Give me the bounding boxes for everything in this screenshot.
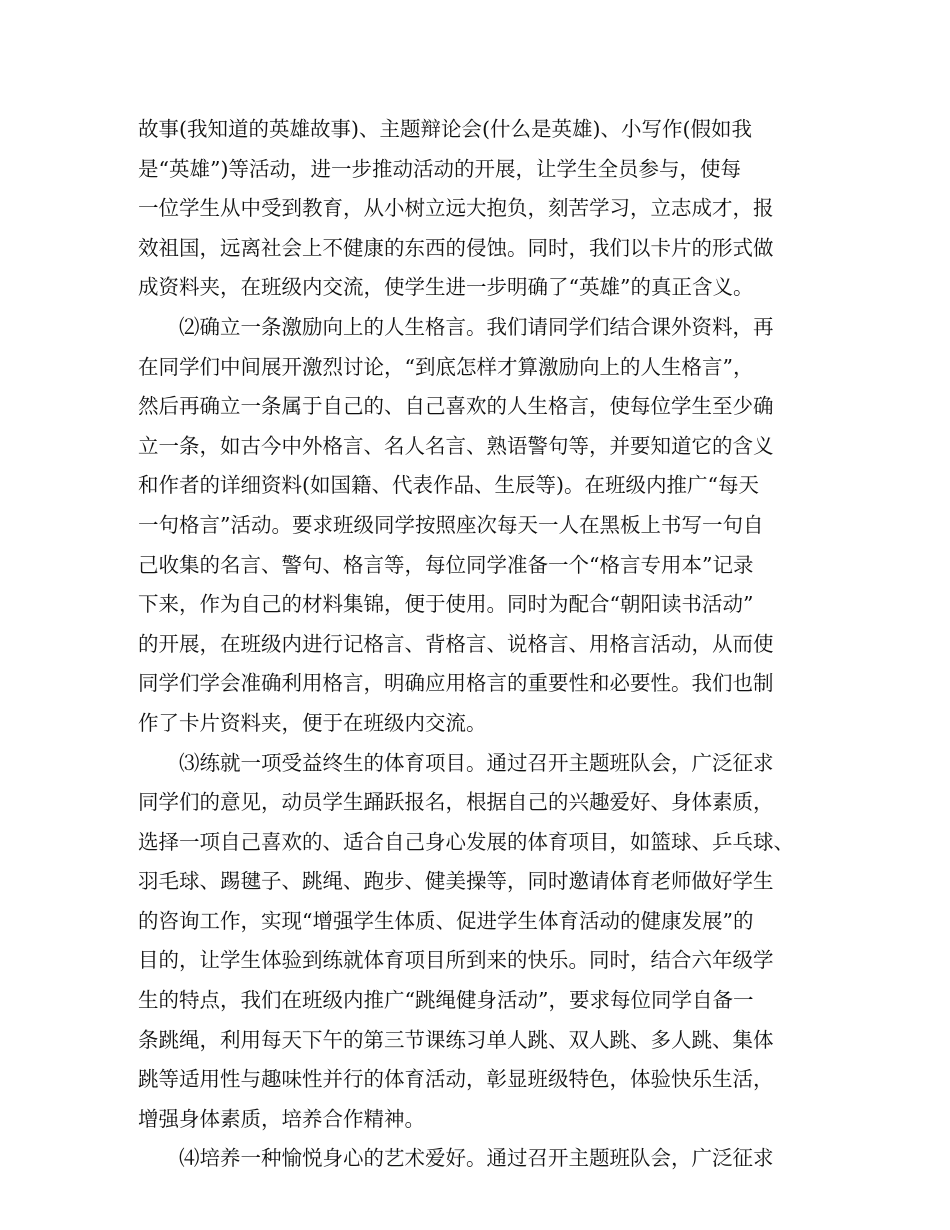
text-line: 然后再确立一条属于自己的、自己喜欢的人生格言，使每位学生至少确 — [138, 394, 774, 419]
text-line: 条跳绳，利用每天下午的第三节课练习单人跳、双人跳、多人跳、集体 — [138, 1027, 774, 1052]
text-line: 目的，让学生体验到练就体育项目所到来的快乐。同时，结合六年级学 — [138, 948, 774, 973]
text-line: 一位学生从中受到教育，从小树立远大抱负，刻苦学习，立志成才，报 — [138, 196, 774, 221]
text-line: 增强身体素质，培养合作精神。 — [138, 1106, 425, 1131]
text-line: 生的特点，我们在班级内推广“跳绳健身活动”，要求每位同学自备一 — [138, 988, 754, 1013]
text-line: 作了卡片资料夹，便于在班级内交流。 — [138, 710, 487, 735]
text-line: 下来，作为自己的材料集锦，便于使用。同时为配合“朝阳读书活动” — [138, 592, 754, 617]
text-line: 故事(我知道的英雄故事)、主题辩论会(什么是英雄)、小写作(假如我 — [138, 117, 752, 141]
text-line: 是“英雄”)等活动，进一步推动活动的开展，让学生全员参与，使每 — [138, 156, 741, 181]
text-line: 和作者的详细资料(如国籍、代表作品、生辰等)。在班级内推广“每天 — [138, 473, 759, 498]
text-line: 同学们的意见，动员学生踊跃报名，根据自己的兴趣爱好、身体素质， — [138, 790, 774, 815]
text-line: 选择一项自己喜欢的、适合自己身心发展的体育项目，如篮球、乒乓球、 — [138, 829, 794, 854]
paragraph-4-first-line: ⑷培养一种愉悦身心的艺术爱好。通过召开主题班队会，广泛征求 — [179, 1146, 774, 1171]
text-line: 成资料夹，在班级内交流，使学生进一步明确了“英雄”的真正含义。 — [138, 275, 754, 300]
text-line: 的开展，在班级内进行记格言、背格言、说格言、用格言活动，从而使 — [138, 631, 774, 656]
text-line: 一句格言”活动。要求班级同学按照座次每天一人在黑板上书写一句自 — [138, 512, 764, 537]
text-line: 立一条，如古今中外格言、名人名言、熟语警句等，并要知道它的含义 — [138, 433, 774, 458]
paragraph-2-first-line: ⑵确立一条激励向上的人生格言。我们请同学们结合课外资料，再 — [179, 314, 774, 339]
text-line: 同学们学会准确利用格言，明确应用格言的重要性和必要性。我们也制 — [138, 671, 774, 696]
text-line: 效祖国，远离社会上不健康的东西的侵蚀。同时，我们以卡片的形式做 — [138, 235, 774, 260]
text-line: 跳等适用性与趣味性并行的体育活动，彰显班级特色，体验快乐生活， — [138, 1067, 774, 1092]
text-line: 在同学们中间展开激烈讨论，“到底怎样才算激励向上的人生格言”， — [138, 354, 754, 379]
text-line: 羽毛球、踢毽子、跳绳、跑步、健美操等，同时邀请体育老师做好学生 — [138, 869, 774, 894]
document-body — [138, 110, 818, 1179]
text-line: 的咨询工作，实现“增强学生体质、促进学生体育活动的健康发展”的 — [138, 908, 754, 933]
text-line: 己收集的名言、警句、格言等，每位同学准备一个“格言专用本”记录 — [138, 552, 754, 577]
paragraph-3-first-line: ⑶练就一项受益终生的体育项目。通过召开主题班队会，广泛征求 — [179, 750, 774, 775]
